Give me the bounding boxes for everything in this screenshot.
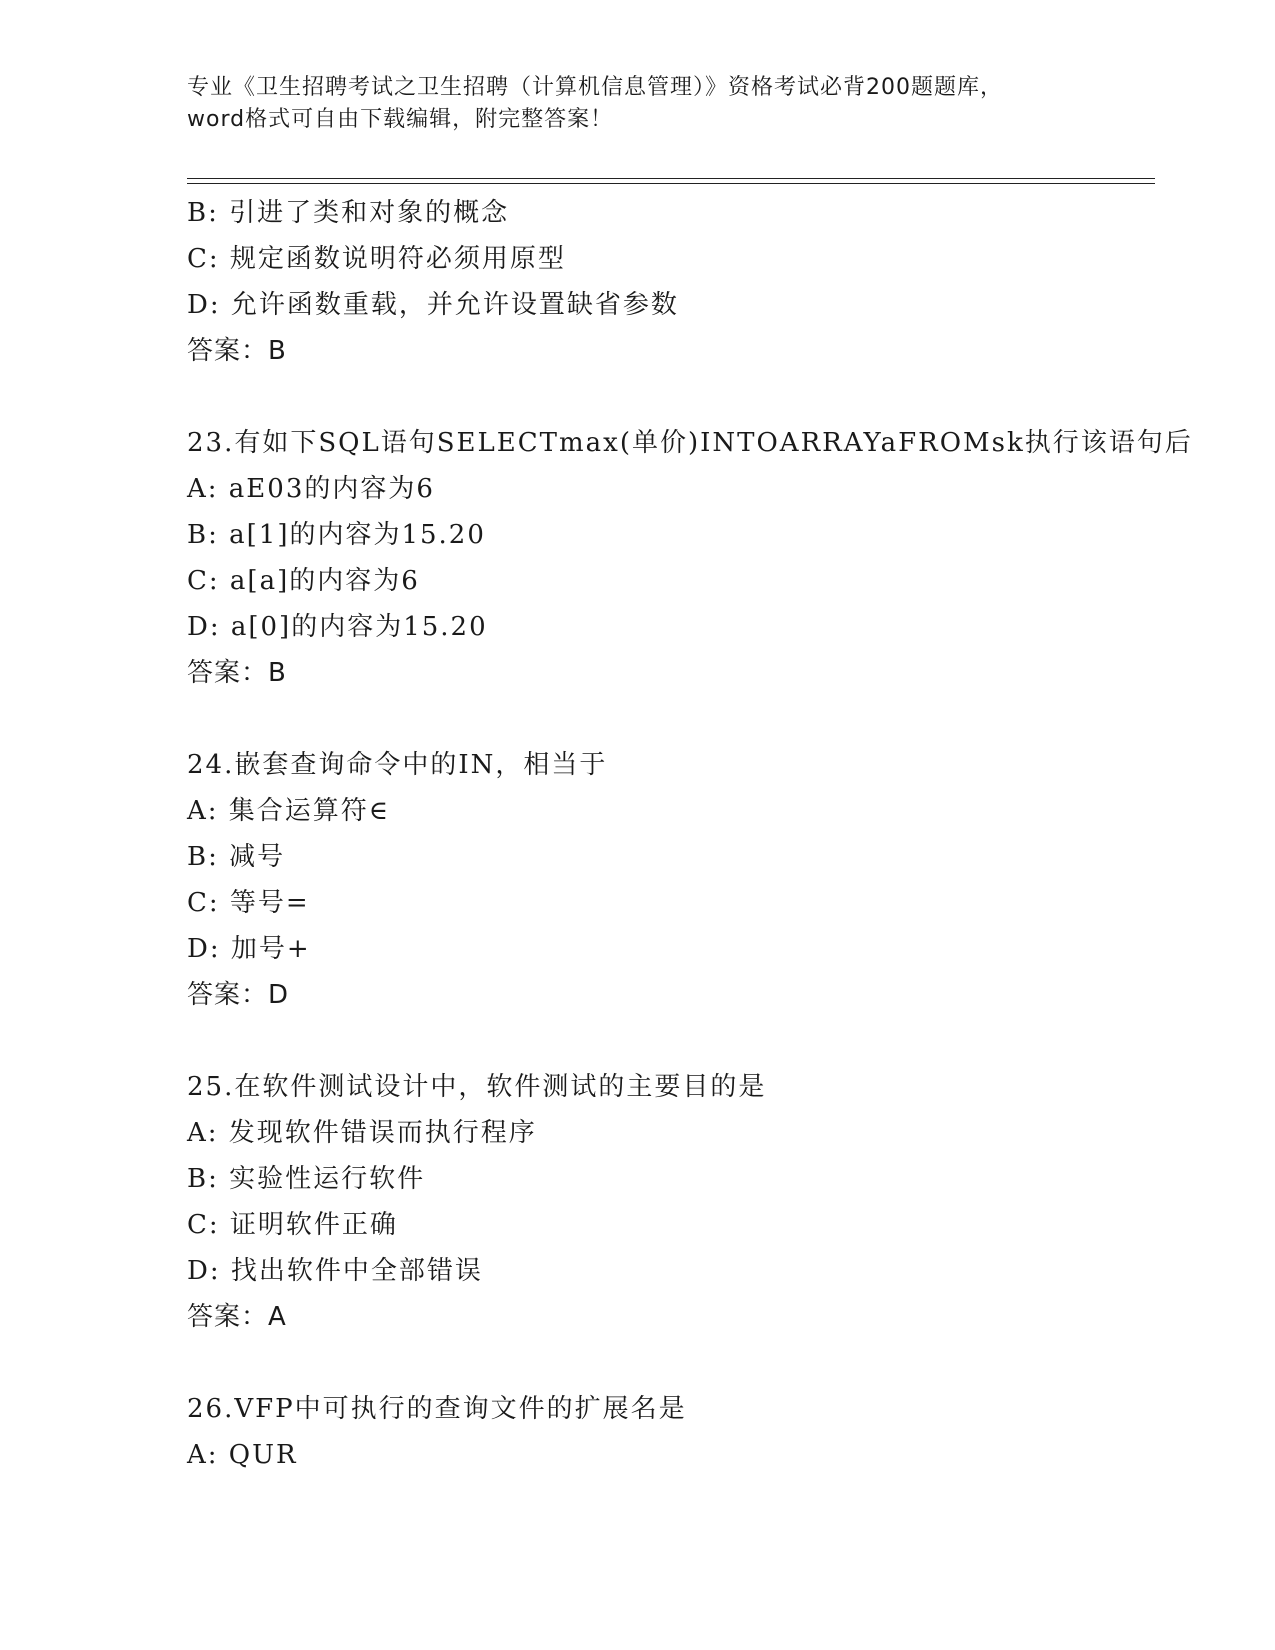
- option-b: B: 引进了类和对象的概念: [187, 198, 510, 228]
- option-a: A: QUR: [187, 1440, 298, 1470]
- question-25: [187, 1064, 1155, 1340]
- question-26: [187, 1386, 1155, 1478]
- question-23: [187, 420, 1193, 696]
- question-list: [187, 190, 1193, 1478]
- answer-line: 答案：B: [187, 336, 287, 366]
- answer-line: 答案：B: [187, 658, 287, 688]
- question-stem: 24.嵌套查询命令中的IN，相当于: [187, 750, 608, 780]
- document-header: [187, 72, 1087, 136]
- header-line-1: 专业《卫生招聘考试之卫生招聘（计算机信息管理）》资格考试必背200题题库，: [187, 75, 1003, 100]
- option-d: D: 加号+: [187, 934, 311, 964]
- option-c: C: 规定函数说明符必须用原型: [187, 244, 566, 274]
- header-divider-bottom: [187, 183, 1155, 184]
- partial-question: [187, 190, 1155, 374]
- option-c: C: a[a]的内容为6: [187, 566, 420, 596]
- question-stem: 23.有如下SQL语句SELECTmax(单价)INTOARRAYaFROMsk执行该语句后: [187, 428, 1193, 458]
- option-d: D: 允许函数重载，并允许设置缺省参数: [187, 290, 679, 320]
- option-a: A: 集合运算符∈: [187, 796, 391, 826]
- header-divider-top: [187, 178, 1155, 179]
- option-a: A: aE03的内容为6: [187, 474, 435, 504]
- header-line-2: word格式可自由下载编辑，附完整答案！: [187, 107, 614, 132]
- option-c: C: 等号=: [187, 888, 310, 918]
- answer-line: 答案：A: [187, 1302, 287, 1332]
- answer-line: 答案：D: [187, 980, 290, 1010]
- option-d: D: a[0]的内容为15.20: [187, 612, 488, 642]
- option-b: B: 实验性运行软件: [187, 1164, 426, 1194]
- question-stem: 26.VFP中可执行的查询文件的扩展名是: [187, 1394, 687, 1424]
- question-stem: 25.在软件测试设计中，软件测试的主要目的是: [187, 1072, 767, 1102]
- option-c: C: 证明软件正确: [187, 1210, 398, 1240]
- option-b: B: a[1]的内容为15.20: [187, 520, 486, 550]
- spacer: [187, 696, 1155, 742]
- spacer: [187, 1340, 1155, 1386]
- option-b: B: 减号: [187, 842, 286, 872]
- spacer: [187, 374, 1155, 420]
- option-a: A: 发现软件错误而执行程序: [187, 1118, 537, 1148]
- spacer: [187, 1018, 1155, 1064]
- question-24: [187, 742, 1155, 1018]
- option-d: D: 找出软件中全部错误: [187, 1256, 483, 1286]
